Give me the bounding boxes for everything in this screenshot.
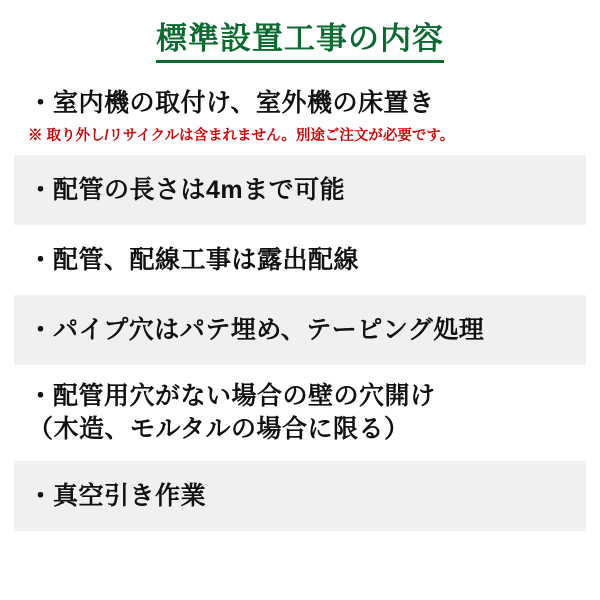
list-item-note: ※ 取り外し/リサイクルは含まれません。別途ご注文が必要です。 (28, 128, 455, 145)
list-bullet: ・ (28, 245, 54, 274)
list-item (14, 295, 586, 365)
list-item (14, 461, 586, 531)
list-item-label: パイプ穴はパテ埋め、テーピング処理 (53, 315, 485, 344)
page-title: 標準設置工事の内容 (156, 20, 444, 63)
list-item (14, 155, 586, 225)
list-item-label: 配管、配線工事は露出配線 (53, 245, 360, 274)
list-item (14, 77, 586, 155)
list-bullet: ・ (28, 89, 54, 118)
work-items-list (14, 77, 586, 600)
list-bullet: ・ (28, 481, 54, 510)
page-title-container (14, 14, 586, 77)
list-item-label-second-line: （木造、モルタルの場合に限る） (28, 415, 410, 444)
list-item-label: 室内機の取付け、室外機の床置き (53, 89, 435, 118)
list-item-label: 配管の長さは4mまで可能 (53, 175, 346, 204)
list-item-text (28, 314, 570, 347)
list-item (14, 365, 586, 461)
list-item-text (28, 244, 570, 277)
list-item-text (28, 380, 570, 413)
list-item-text (28, 480, 570, 513)
list-item (14, 225, 586, 295)
list-bullet: ・ (28, 175, 54, 204)
list-item-text (28, 87, 570, 120)
list-item-text (28, 174, 570, 207)
list-item-label: 真空引き作業 (53, 481, 207, 510)
list-bullet: ・ (28, 315, 54, 344)
list-bullet: ・ (28, 382, 54, 411)
list-item-label: 配管用穴がない場合の壁の穴開け (53, 382, 436, 411)
